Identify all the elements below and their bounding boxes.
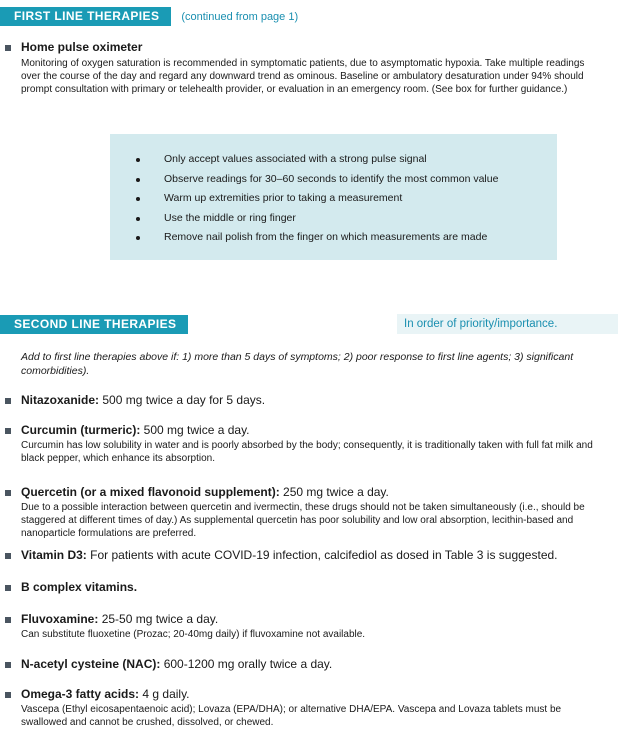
tip-item: Observe readings for 30–60 seconds to identify the most common value	[136, 170, 498, 190]
square-bullet-icon	[5, 585, 11, 591]
oximeter-tips-box	[110, 134, 557, 260]
therapy-item-curcumin: Curcumin (turmeric): 500 mg twice a day. Curcumin has low solubility in water and is poorly absorbed by the body; consequently, it is traditionally taken with full fat milk and black pepper, which enhance its absorption.	[21, 423, 593, 464]
tip-item: Warm up extremities prior to taking a measurement	[136, 189, 498, 209]
tips-list	[136, 150, 498, 248]
bullet-dot-icon	[136, 236, 140, 240]
therapy-item-fluvoxamine: Fluvoxamine: 25-50 mg twice a day. Can substitute fluoxetine (Prozac; 20-40mg daily) if fluvoxamine not available.	[21, 612, 366, 640]
bullet-dot-icon	[136, 217, 140, 221]
oximeter-title: Home pulse oximeter	[21, 40, 143, 54]
square-bullet-icon	[5, 45, 11, 51]
therapy-item-quercetin: Quercetin (or a mixed flavonoid supplement): 250 mg twice a day. Due to a possible interaction between quercetin and ivermectin, these drugs should not be taken simultaneously (i.e., should be staggered at different times of day.) As supplemental quercetin has poor solubility and low oral absorption, lecithin-based and nanoparticle formulations are preferred.	[21, 485, 585, 539]
square-bullet-icon	[5, 398, 11, 404]
bullet-dot-icon	[136, 158, 140, 162]
continued-note: (continued from page 1)	[181, 10, 299, 23]
second-line-header	[0, 315, 188, 334]
first-line-header	[0, 7, 298, 26]
square-bullet-icon	[5, 490, 11, 496]
square-bullet-icon	[5, 617, 11, 623]
second-line-header-label: SECOND LINE THERAPIES	[0, 315, 188, 334]
square-bullet-icon	[5, 553, 11, 559]
therapy-item-omega-3: Omega-3 fatty acids: 4 g daily. Vascepa (Ethyl eicosapentaenoic acid); Lovaza (EPA/DHA); or alternative DHA/EPA. Vascepa and Lovaza tablets must be swallowed and cannot be crushed, dissolved, or chewed.	[21, 687, 562, 728]
square-bullet-icon	[5, 662, 11, 668]
tip-item: Only accept values associated with a strong pulse signal	[136, 150, 498, 170]
therapy-item-b-complex: B complex vitamins.	[21, 580, 138, 594]
therapy-item-vitamin-d3: Vitamin D3: For patients with acute COVID-19 infection, calcifediol as dosed in Table 3 is suggested.	[21, 548, 558, 562]
oximeter-body: Monitoring of oxygen saturation is recommended in symptomatic patients, due to asymptomatic hypoxia. Take multiple readings over the course of the day and regard any downward trend as ominous. Baseline or ambulatory desaturation under 94% should prompt consultation with primary or telehealth provider, or evaluation in an emergency room. (See box for further guidance.)	[21, 58, 585, 95]
second-line-intro: Add to first line therapies above if: 1) more than 5 days of symptoms; 2) poor response to first line agents; 3) significant comorbidities).	[21, 351, 574, 377]
square-bullet-icon	[5, 692, 11, 698]
tip-item: Remove nail polish from the finger on which measurements are made	[136, 228, 498, 248]
oximeter-item	[21, 40, 606, 96]
therapy-item-nac: N-acetyl cysteine (NAC): 600-1200 mg orally twice a day.	[21, 657, 333, 671]
priority-note: In order of priority/importance.	[397, 314, 618, 334]
square-bullet-icon	[5, 428, 11, 434]
tip-item: Use the middle or ring finger	[136, 209, 498, 229]
first-line-header-label: FIRST LINE THERAPIES	[0, 7, 171, 26]
bullet-dot-icon	[136, 197, 140, 201]
therapy-item-nitazoxanide: Nitazoxanide: 500 mg twice a day for 5 days.	[21, 393, 266, 407]
bullet-dot-icon	[136, 178, 140, 182]
